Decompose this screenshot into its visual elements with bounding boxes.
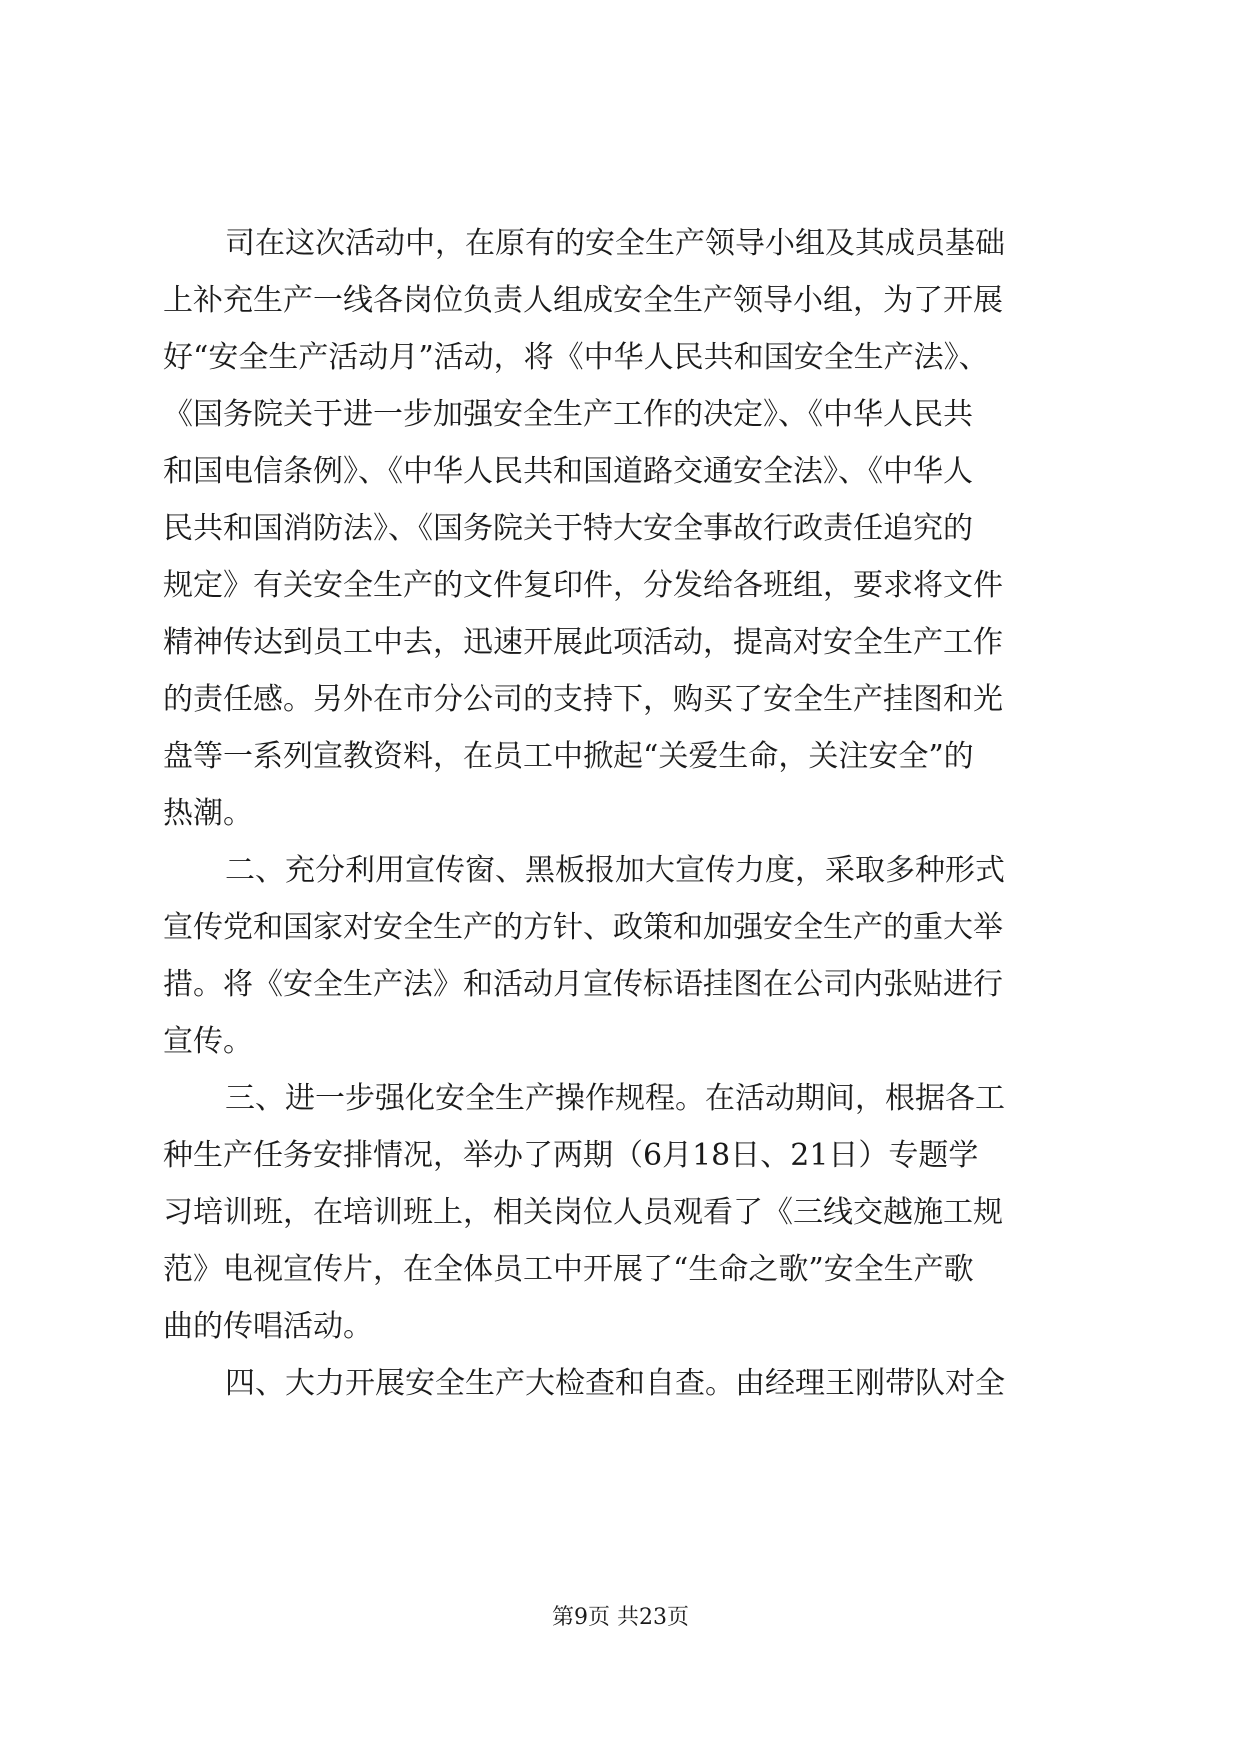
text-line: 盘等一系列宣教资料，在员工中掀起“关爱生命，关注安全”的 bbox=[163, 739, 974, 774]
text-line: 措。将《安全生产法》和活动月宣传标语挂图在公司内张贴进行 bbox=[163, 967, 1003, 1002]
text-line: 习培训班，在培训班上，相关岗位人员观看了《三线交越施工规 bbox=[163, 1195, 1003, 1230]
text-line: 的责任感。另外在市分公司的支持下，购买了安全生产挂图和光 bbox=[163, 682, 1003, 717]
text-line: 曲的传唱活动。 bbox=[163, 1309, 373, 1344]
text-line: 种生产任务安排情况，举办了两期（6月18日、21日）专题学 bbox=[163, 1138, 979, 1173]
text-line: 和国电信条例》、《中华人民共和国道路交通安全法》、《中华人 bbox=[163, 454, 973, 489]
text-line: 司在这次活动中，在原有的安全生产领导小组及其成员基础 bbox=[225, 226, 1005, 261]
text-line: 民共和国消防法》、《国务院关于特大安全事故行政责任追究的 bbox=[163, 511, 973, 546]
paragraph-start-line: 四、大力开展安全生产大检查和自查。由经理王刚带队对全 bbox=[225, 1366, 1005, 1401]
text-line: 热潮。 bbox=[163, 796, 253, 831]
page-number-footer: 第9页 共23页 bbox=[552, 1605, 689, 1630]
text-line: 好“安全生产活动月”活动，将《中华人民共和国安全生产法》、 bbox=[163, 340, 989, 375]
paragraph-start-line: 二、充分利用宣传窗、黑板报加大宣传力度，采取多种形式 bbox=[225, 853, 1005, 888]
text-line: 上补充生产一线各岗位负责人组成安全生产领导小组，为了开展 bbox=[163, 283, 1003, 318]
text-line: 宣传。 bbox=[163, 1024, 253, 1059]
paragraph-start-line: 三、进一步强化安全生产操作规程。在活动期间，根据各工 bbox=[225, 1081, 1005, 1116]
text-line: 《国务院关于进一步加强安全生产工作的决定》、《中华人民共 bbox=[163, 397, 973, 432]
text-line: 精神传达到员工中去，迅速开展此项活动，提高对安全生产工作 bbox=[163, 625, 1003, 660]
text-line: 宣传党和国家对安全生产的方针、政策和加强安全生产的重大举 bbox=[163, 910, 1003, 945]
text-line: 范》电视宣传片，在全体员工中开展了“生命之歌”安全生产歌 bbox=[163, 1252, 974, 1287]
text-line: 规定》有关安全生产的文件复印件，分发给各班组，要求将文件 bbox=[163, 568, 1003, 603]
